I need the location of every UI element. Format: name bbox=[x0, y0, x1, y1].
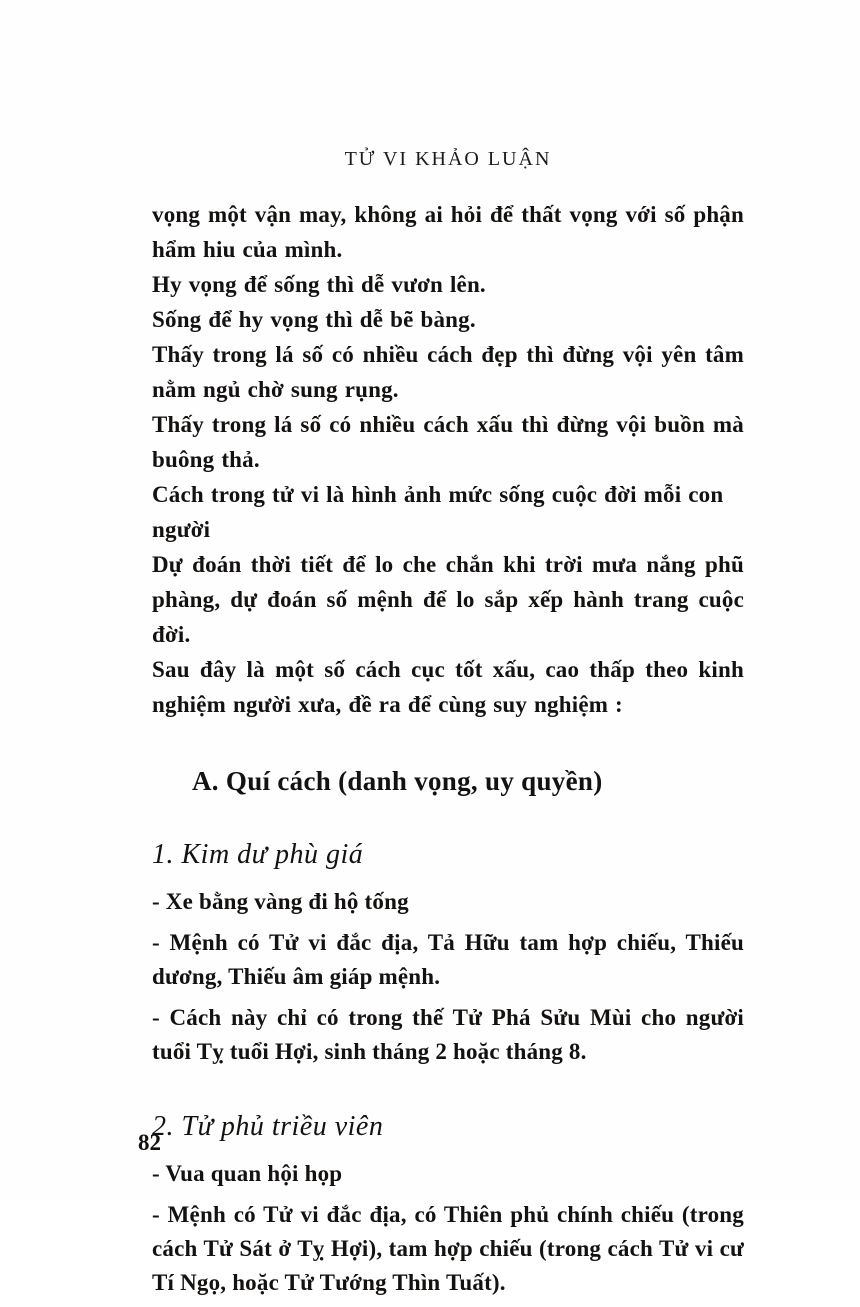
paragraph-bad-patterns: Thấy trong lá số có nhiều cách xấu thì đừng vội buồn mà buông thả. bbox=[152, 412, 744, 472]
paragraph-hope-to-live: Hy vọng để sống thì dễ vươn lên. bbox=[152, 272, 486, 297]
item-menh-tu-vi-dac-dia: - Mệnh có Tử vi đắc địa, Tả Hữu tam hợp chiếu, Thiếu dương, Thiếu âm giáp mệnh. bbox=[152, 930, 744, 989]
paragraph-live-to-hope: Sống để hy vọng thì dễ bẽ bàng. bbox=[152, 307, 476, 332]
paragraph-weather-forecast: Dự đoán thời tiết để lo che chắn khi trời mưa nắng phũ phàng, dự đoán số mệnh để lo sắp xếp hành trang cuộc đời. bbox=[152, 552, 744, 647]
paragraph-intro-list: Sau đây là một số cách cục tốt xấu, cao thấp theo kinh nghiệm người xưa, đề ra để cùng suy nghiệm : bbox=[152, 657, 744, 717]
item-cach-nay-chi-co: - Cách này chỉ có trong thế Tử Phá Sửu Mùi cho người tuổi Tỵ tuổi Hợi, sinh tháng 2 hoặc tháng 8. bbox=[152, 1005, 744, 1064]
subsection-title-tu-phu-trieu-vien: 2. Tử phủ triều viên bbox=[152, 1111, 384, 1142]
item-menh-thien-phu-chinh-chieu: - Mệnh có Tử vi đắc địa, có Thiên phủ chính chiếu (trong cách Tử Sát ở Tỵ Hợi), tam hợp chiếu (trong cách Tử vi cư Tí Ngọ, hoặc Tử Tướng Thìn Tuất). bbox=[152, 1202, 744, 1295]
text-block bbox=[152, 148, 744, 1307]
page-number: 82 bbox=[138, 1130, 161, 1155]
paragraph-cach-trong-tu-vi: Cách trong tử vi là hình ảnh mức sống cuộc đời mỗi con người bbox=[152, 482, 724, 542]
section-heading-qui-cach: A. Quí cách (danh vọng, uy quyền) bbox=[192, 766, 603, 796]
paragraph-carryover: vọng một vận may, không ai hỏi để thất vọng với số phận hẩm hiu của mình. bbox=[152, 202, 744, 262]
item-vua-quan-hoi-hop: - Vua quan hội họp bbox=[152, 1161, 343, 1186]
item-xe-bang-vang: - Xe bằng vàng đi hộ tống bbox=[152, 889, 409, 914]
paragraph-good-patterns: Thấy trong lá số có nhiều cách đẹp thì đừng vội yên tâm nằm ngủ chờ sung rụng. bbox=[152, 342, 744, 402]
subsection-title-kim-du-phu-gia: 1. Kim dư phù giá bbox=[152, 839, 364, 870]
running-header-title: TỬ VI KHẢO LUẬN bbox=[344, 148, 552, 170]
